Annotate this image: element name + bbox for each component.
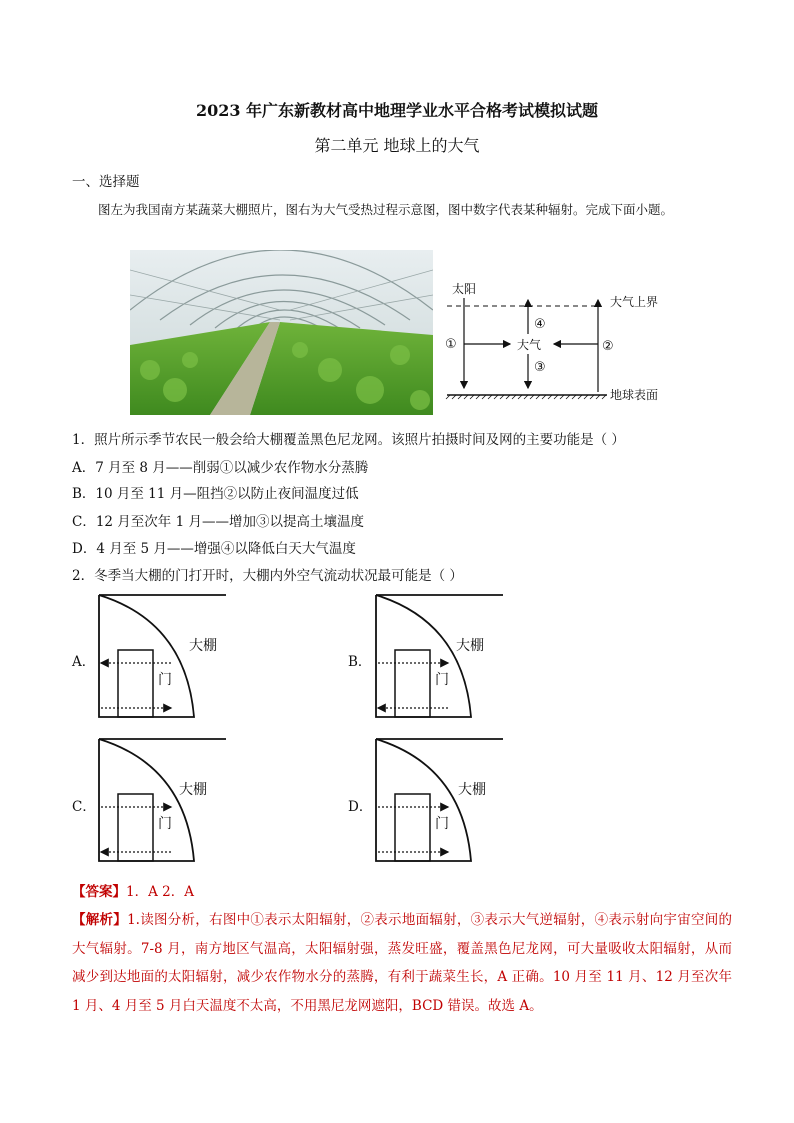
door-label: 门 xyxy=(158,672,172,688)
page-subtitle: 第二单元 地球上的大气 xyxy=(314,136,480,155)
atmosphere-label: 大气 xyxy=(517,338,542,352)
q2-diagram-b xyxy=(373,592,513,722)
q2-diagram-d xyxy=(373,736,513,866)
q2-diagram-a xyxy=(96,592,236,722)
question-2-stem: 2．冬季当大棚的门打开时，大棚内外空气流动状况最可能是（ ） xyxy=(72,568,463,584)
q1-option-d: D．4 月至 5 月——增强④以降低白天大气温度 xyxy=(72,541,356,557)
page-title: 2023 年广东新教材高中地理学业水平合格考试模拟试题 xyxy=(195,101,599,120)
q2-option-b-label: B． xyxy=(348,654,372,670)
atmosphere-heating-diagram xyxy=(442,278,682,408)
q1-option-c: C．12 月至次年 1 月——增加③以提高土壤温度 xyxy=(72,514,364,530)
num4-label: ④ xyxy=(534,317,546,332)
shed-label: 大棚 xyxy=(458,782,486,798)
num3-label: ③ xyxy=(534,360,546,375)
shed-label: 大棚 xyxy=(179,782,207,798)
door-label: 门 xyxy=(435,816,449,832)
shed-label: 大棚 xyxy=(456,638,484,654)
q2-option-a-label: A． xyxy=(72,654,96,670)
greenhouse-photo xyxy=(130,250,433,415)
q1-option-b: B．10 月至 11 月—阻挡②以防止夜间温度过低 xyxy=(72,486,359,502)
question-1-stem: 1．照片所示季节农民一般会给大棚覆盖黑色尼龙网。该照片拍摄时间及网的主要功能是（ ） xyxy=(72,432,625,448)
answer-text: 1．A 2．A xyxy=(126,884,194,900)
q2-option-d-label: D． xyxy=(348,799,373,815)
q2-option-c-label: C． xyxy=(72,799,96,815)
answer-label: 【答案】 xyxy=(72,884,126,900)
shed-label: 大棚 xyxy=(189,638,217,654)
num2-label: ② xyxy=(602,339,614,354)
answer-line xyxy=(72,880,194,900)
q1-option-a: A．7 月至 8 月——削弱①以减少农作物水分蒸腾 xyxy=(72,460,369,476)
intro-paragraph: 图左为我国南方某蔬菜大棚照片，图右为大气受热过程示意图，图中数字代表某种辐射。完成下面小题。 xyxy=(98,202,674,217)
door-label: 门 xyxy=(158,816,172,832)
num1-label: ① xyxy=(445,337,457,352)
door-label: 门 xyxy=(435,672,449,688)
section-heading: 一、选择题 xyxy=(72,174,140,190)
q2-diagram-c xyxy=(96,736,236,866)
earth-surface-label: 地球表面 xyxy=(610,388,659,402)
upper-atmosphere-label: 大气上界 xyxy=(610,295,659,309)
analysis-text: 1.读图分析，右图中①表示太阳辐射，②表示地面辐射，③表示大气逆辐射，④表示射向宇宙空间的大气辐射。7-8 月，南方地区气温高，太阳辐射强，蒸发旺盛，覆盖黑色尼龙网，可大量吸收太阳辐射，从而减少到达地面的太阳辐射，减少农作物水分的蒸腾，有利于蔬菜生长，A 正确。10 月至 11 月、12 月至次年 1 月、4 月至 5 月白天温度不太高，不用黑尼龙网遮阳，BCD 错误。故选 A。 xyxy=(72,912,732,1014)
analysis-label: 【解析】 xyxy=(72,912,128,928)
analysis-paragraph xyxy=(72,906,732,1020)
sun-label: 太阳 xyxy=(452,282,477,296)
